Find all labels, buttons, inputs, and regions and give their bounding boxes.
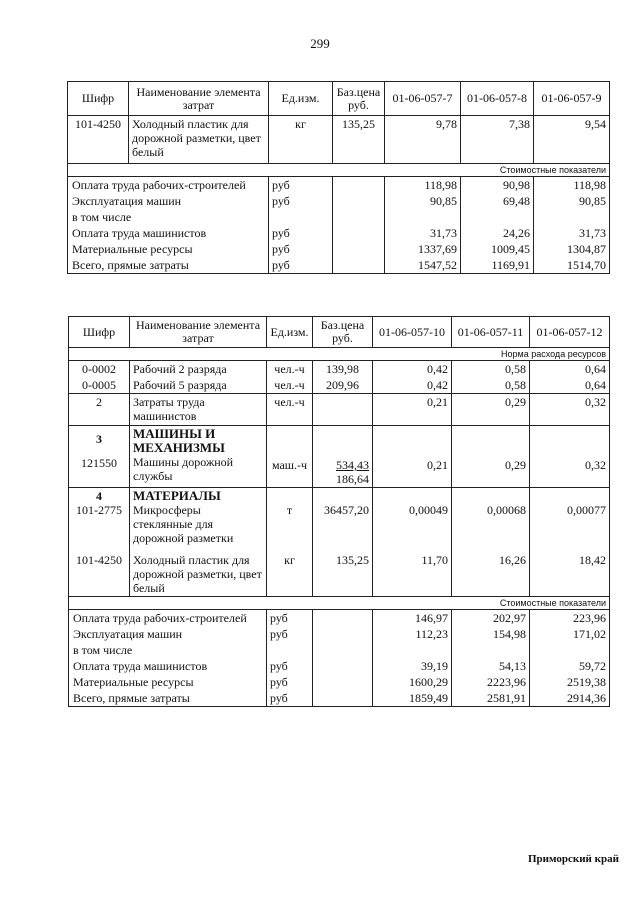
- header-unit: Ед.изм.: [267, 317, 313, 348]
- cost-empty: [333, 177, 385, 194]
- cost-row: [68, 225, 610, 241]
- cost-section-label: Стоимостные показатели: [69, 597, 610, 610]
- row-value-1: 11,70: [421, 553, 448, 567]
- cost-unit: [269, 209, 333, 225]
- cost-value-1: 31,73: [385, 225, 461, 241]
- row-value-3: 0,00077: [567, 503, 606, 517]
- cost-value-2: 1009,45: [461, 241, 534, 257]
- cost-unit: руб: [267, 626, 313, 642]
- cost-empty: [333, 225, 385, 241]
- row-name: Холодный пластик для дорожной разметки, цвет белый: [129, 116, 269, 164]
- row-value-1: 0,21: [373, 394, 452, 426]
- section-label-row: [68, 164, 610, 177]
- cost-value-2: 1169,91: [461, 257, 534, 274]
- cost-empty: [313, 674, 373, 690]
- row-value-1: 0,21: [427, 458, 448, 472]
- header-code: Шифр: [69, 317, 130, 348]
- cost-value-1: [373, 642, 452, 658]
- cost-label: Оплата труда машинистов: [69, 658, 267, 674]
- cost-label: Эксплуатация машин: [68, 193, 269, 209]
- row-code: 101-2775: [76, 503, 122, 517]
- cost-value-3: 1514,70: [534, 257, 610, 274]
- cost-empty: [333, 209, 385, 225]
- cost-value-3: 90,85: [534, 193, 610, 209]
- price-bottom: 186,64: [336, 472, 369, 486]
- row-code: 121550: [81, 456, 117, 470]
- cost-unit: руб: [269, 241, 333, 257]
- header-col-3: 01-06-057-9: [534, 82, 610, 116]
- row-price: 209,96: [313, 377, 373, 394]
- cost-row: [68, 193, 610, 209]
- cost-value-2: [452, 642, 530, 658]
- cost-value-2: 69,48: [461, 193, 534, 209]
- header-unit: Ед.изм.: [269, 82, 333, 116]
- cost-value-1: 1337,69: [385, 241, 461, 257]
- group-row: [69, 488, 610, 597]
- cost-row: [69, 626, 610, 642]
- cost-value-2: 24,26: [461, 225, 534, 241]
- row-name: Микросферы стеклянные для дорожной разметки: [133, 503, 234, 545]
- cost-label: Оплата труда рабочих-строителей: [68, 177, 269, 194]
- cost-value-3: 118,98: [534, 177, 610, 194]
- row-code: 0-0002: [69, 361, 130, 378]
- row-price-cell: [313, 426, 373, 488]
- cost-empty: [333, 241, 385, 257]
- cost-unit: руб: [267, 674, 313, 690]
- header-code: Шифр: [68, 82, 129, 116]
- row-unit-cell: [267, 488, 313, 597]
- row-value-3: 0,32: [585, 458, 606, 472]
- table-row: [68, 116, 610, 164]
- cost-value-2: 202,97: [452, 610, 530, 627]
- cost-row: [69, 674, 610, 690]
- row-value-3: 9,54: [534, 116, 610, 164]
- cost-value-2: 90,98: [461, 177, 534, 194]
- cost-empty: [333, 257, 385, 274]
- row-value-2: 16,26: [499, 553, 526, 567]
- cost-label: в том числе: [69, 642, 267, 658]
- row-unit: чел.-ч: [267, 377, 313, 394]
- header-col-1: 01-06-057-7: [385, 82, 461, 116]
- row-value-2: 0,58: [452, 377, 530, 394]
- page-number: 299: [310, 36, 330, 51]
- row-value-1: 0,00049: [409, 503, 448, 517]
- row-code: 101-4250: [68, 116, 129, 164]
- cost-empty: [313, 658, 373, 674]
- cost-unit: руб: [267, 610, 313, 627]
- row-price-cell: [313, 488, 373, 597]
- cost-row: [69, 642, 610, 658]
- cost-unit: руб: [267, 690, 313, 707]
- cost-value-3: 59,72: [530, 658, 610, 674]
- header-name: Наименование элемента затрат: [129, 82, 269, 116]
- group-code: 4: [96, 489, 102, 503]
- header-col-2: 01-06-057-11: [452, 317, 530, 348]
- row-unit: кг: [284, 553, 295, 567]
- resource-table-2: [68, 316, 610, 707]
- cost-value-3: 2519,38: [530, 674, 610, 690]
- cost-label: Всего, прямые затраты: [69, 690, 267, 707]
- section-label-row: [69, 597, 610, 610]
- header-base-price: Баз.цена руб.: [333, 82, 385, 116]
- page-footer-region: Приморский край: [528, 853, 619, 865]
- cost-value-3: 1304,87: [534, 241, 610, 257]
- cost-value-2: 2581,91: [452, 690, 530, 707]
- row-value-3-cell: [530, 488, 610, 597]
- cost-label: Всего, прямые затраты: [68, 257, 269, 274]
- section-label-row: [69, 348, 610, 361]
- cost-value-2: 2223,96: [452, 674, 530, 690]
- cost-section-label: Стоимостные показатели: [68, 164, 610, 177]
- cost-value-1: 146,97: [373, 610, 452, 627]
- row-name: Рабочий 2 разряда: [130, 361, 267, 378]
- cost-value-3: [534, 209, 610, 225]
- header-base-price: Баз.цена руб.: [313, 317, 373, 348]
- cost-row: [68, 177, 610, 194]
- group-title: МАТЕРИАЛЫ: [133, 488, 221, 503]
- row-value-3: 18,42: [579, 553, 606, 567]
- row-unit-cell: [267, 426, 313, 488]
- cost-value-3: [530, 642, 610, 658]
- group-row: [69, 426, 610, 488]
- cost-empty: [313, 626, 373, 642]
- row-value-2: 0,58: [452, 361, 530, 378]
- cost-value-2: 54,13: [452, 658, 530, 674]
- row-value-1-cell: [373, 426, 452, 488]
- group-code: 2: [69, 394, 130, 426]
- group-name-cell: [130, 488, 267, 597]
- table-header-row: [69, 317, 610, 348]
- cost-value-3: 223,96: [530, 610, 610, 627]
- cost-label: в том числе: [68, 209, 269, 225]
- row-unit: т: [286, 503, 293, 517]
- row-value-3: 0,64: [530, 361, 610, 378]
- row-value-3-cell: [530, 426, 610, 488]
- row-price: 36457,20: [324, 503, 369, 517]
- cost-value-1: 39,19: [373, 658, 452, 674]
- cost-unit: руб: [269, 225, 333, 241]
- row-price: 135,25: [333, 116, 385, 164]
- row-value-2: 0,00068: [487, 503, 526, 517]
- group-code: 3: [96, 432, 102, 446]
- cost-value-3: 2914,36: [530, 690, 610, 707]
- table-row: [69, 377, 610, 394]
- row-value-1: 9,78: [385, 116, 461, 164]
- group-code-cell: [69, 488, 130, 597]
- row-unit: маш.-ч: [271, 458, 308, 472]
- cost-row: [69, 658, 610, 674]
- norm-section-label: Норма расхода ресурсов: [69, 348, 610, 361]
- cost-value-1: 118,98: [385, 177, 461, 194]
- cost-value-1: 1859,49: [373, 690, 452, 707]
- row-code: 0-0005: [69, 377, 130, 394]
- cost-value-3: 171,02: [530, 626, 610, 642]
- cost-label: Оплата труда машинистов: [68, 225, 269, 241]
- cost-value-1: 1547,52: [385, 257, 461, 274]
- row-name: Холодный пластик для дорожной разметки, цвет белый: [133, 553, 262, 595]
- row-value-1: 0,42: [373, 377, 452, 394]
- cost-label: Оплата труда рабочих-строителей: [69, 610, 267, 627]
- header-col-1: 01-06-057-10: [373, 317, 452, 348]
- row-code: 101-4250: [76, 553, 122, 567]
- row-unit: чел.-ч: [267, 394, 313, 426]
- cost-label: Материальные ресурсы: [69, 674, 267, 690]
- cost-value-3: 31,73: [534, 225, 610, 241]
- group-code-cell: [69, 426, 130, 488]
- row-value-2: 0,29: [452, 394, 530, 426]
- cost-row: [69, 610, 610, 627]
- header-name: Наименование элемента затрат: [130, 317, 267, 348]
- cost-unit: руб: [269, 177, 333, 194]
- row-value-2-cell: [452, 488, 530, 597]
- resource-table-1: [67, 81, 610, 274]
- cost-value-1: 90,85: [385, 193, 461, 209]
- cost-row: [68, 257, 610, 274]
- cost-empty: [313, 642, 373, 658]
- cost-empty: [333, 193, 385, 209]
- table-row: [69, 361, 610, 378]
- group-name-cell: [130, 426, 267, 488]
- cost-unit: руб: [267, 658, 313, 674]
- cost-empty: [313, 610, 373, 627]
- cost-value-1: [385, 209, 461, 225]
- row-name: Машины дорожной службы: [133, 455, 234, 483]
- group-title: МАШИНЫ И МЕХАНИЗМЫ: [133, 426, 225, 455]
- row-value-1-cell: [373, 488, 452, 597]
- cost-unit: [267, 642, 313, 658]
- cost-empty: [313, 690, 373, 707]
- row-price: 135,25: [336, 553, 369, 567]
- row-price: 139,98: [313, 361, 373, 378]
- table-row: [69, 394, 610, 426]
- cost-row: [68, 209, 610, 225]
- cost-row: [68, 241, 610, 257]
- cost-label: Материальные ресурсы: [68, 241, 269, 257]
- row-value-2: 7,38: [461, 116, 534, 164]
- cost-row: [69, 690, 610, 707]
- row-name: Рабочий 5 разряда: [130, 377, 267, 394]
- cost-value-1: 112,23: [373, 626, 452, 642]
- cost-value-1: 1600,29: [373, 674, 452, 690]
- header-col-3: 01-06-057-12: [530, 317, 610, 348]
- cost-value-2: [461, 209, 534, 225]
- row-name: Затраты труда машинистов: [130, 394, 267, 426]
- cost-unit: руб: [269, 193, 333, 209]
- header-col-2: 01-06-057-8: [461, 82, 534, 116]
- row-value-2-cell: [452, 426, 530, 488]
- row-value-3: 0,32: [530, 394, 610, 426]
- cost-value-2: 154,98: [452, 626, 530, 642]
- row-unit: кг: [269, 116, 333, 164]
- row-value-3: 0,64: [530, 377, 610, 394]
- row-price: [313, 394, 373, 426]
- row-value-1: 0,42: [373, 361, 452, 378]
- row-value-2: 0,29: [505, 458, 526, 472]
- row-unit: чел.-ч: [267, 361, 313, 378]
- cost-label: Эксплуатация машин: [69, 626, 267, 642]
- price-top: 534,43: [336, 458, 369, 472]
- table-header-row: [68, 82, 610, 116]
- cost-unit: руб: [269, 257, 333, 274]
